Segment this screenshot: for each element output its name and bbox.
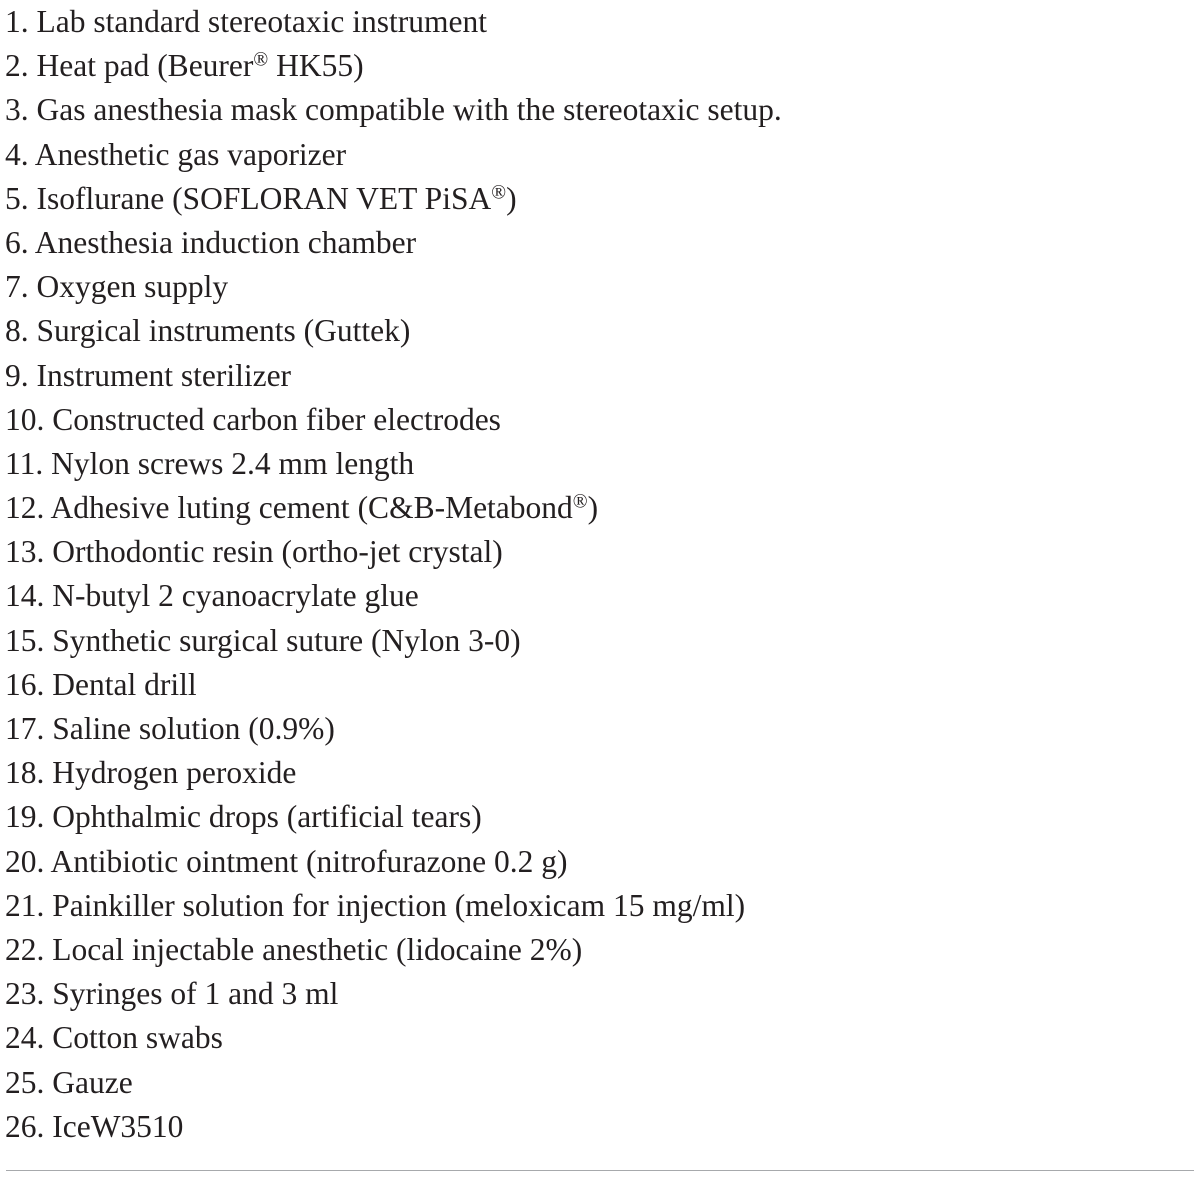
item-number: 10. [5,401,45,437]
item-text [37,48,364,83]
list-item [0,44,1200,88]
item-number: 14. [5,578,45,614]
item-number: 21. [5,887,45,923]
list-item [0,398,1200,442]
item-text: Nylon screws 2.4 mm length [51,445,415,481]
list-item [0,751,1200,795]
list-item [0,884,1200,928]
bottom-rule [6,1170,1194,1171]
item-text-main: Adhesive luting cement (C&B-Metabond [50,490,573,526]
item-number: 9. [5,357,29,393]
list-item [0,486,1200,530]
item-number: 25. [5,1064,45,1100]
item-text: Constructed carbon fiber electrodes [52,401,501,437]
registered-mark: ® [572,491,588,513]
list-item [0,1105,1200,1149]
list-item [0,1016,1200,1060]
list-item [0,619,1200,663]
item-text: Cotton swabs [52,1020,223,1056]
item-text: Local injectable anesthetic (lidocaine 2%) [52,931,583,967]
registered-mark: ® [491,182,507,204]
list-item [0,88,1200,132]
item-text: Orthodontic resin (ortho-jet crystal) [52,534,503,570]
item-text: Synthetic surgical suture (Nylon 3-0) [52,622,521,658]
item-text-after: HK55) [268,48,364,84]
list-item [0,1061,1200,1105]
item-number: 18. [5,755,45,791]
list-item [0,707,1200,751]
item-text: Painkiller solution for injection (meloxicam 15 mg/ml) [52,887,746,923]
item-number: 12. [5,490,45,526]
item-number: 2. [5,48,29,84]
item-number: 19. [5,799,45,835]
item-text: Saline solution (0.9%) [52,711,335,746]
item-number: 7. [5,269,29,305]
item-text: Anesthesia induction chamber [34,224,417,260]
item-number: 26. [5,1108,45,1144]
item-text-after: ) [506,180,517,216]
list-item [0,133,1200,177]
registered-mark: ® [253,49,269,71]
item-text: Dental drill [52,666,197,702]
item-text: Gauze [52,1064,133,1100]
list-item [0,972,1200,1016]
item-number: 17. [5,711,45,746]
item-number: 6. [5,224,29,260]
item-number: 20. [5,843,45,879]
item-number: 15. [5,622,45,658]
item-text: Antibiotic ointment (nitrofurazone 0.2 g) [50,843,568,879]
item-number: 5. [5,180,29,216]
item-text: Surgical instruments (Guttek) [36,313,411,349]
item-text-main: Isoflurane (SOFLORAN VET PiSA [36,180,492,216]
item-number: 16. [5,666,45,702]
item-text: N-butyl 2 cyanoacrylate glue [52,578,419,614]
list-item [0,530,1200,574]
list-item [0,928,1200,972]
list-item [0,442,1200,486]
list-item [0,177,1200,221]
item-number: 11. [5,445,44,481]
item-text: Hydrogen peroxide [52,755,297,791]
item-text-after: ) [587,490,599,526]
item-text: Syringes of 1 and 3 ml [52,976,339,1012]
item-number: 1. [5,4,29,39]
list-item [0,265,1200,309]
item-number: 13. [5,534,45,570]
item-number: 3. [5,92,29,128]
item-text: Instrument sterilizer [36,357,292,393]
list-item [0,0,1200,44]
item-number: 4. [5,136,29,172]
item-text: Oxygen supply [36,269,229,305]
item-text: Lab standard stereotaxic instrument [36,4,487,39]
list-item [0,840,1200,884]
item-text-main: Heat pad (Beurer [36,48,254,84]
item-text [51,490,599,525]
item-number: 24. [5,1020,45,1056]
item-text: Gas anesthesia mask compatible with the stereotaxic setup. [36,92,782,128]
item-text: Ophthalmic drops (artificial tears) [52,799,482,835]
item-number: 23. [5,976,45,1012]
list-item [0,309,1200,353]
list-item [0,574,1200,618]
list-item [0,221,1200,265]
item-number: 8. [5,313,29,349]
list-item [0,795,1200,839]
item-text: Anesthetic gas vaporizer [34,136,347,172]
list-item [0,354,1200,398]
list-item [0,663,1200,707]
item-text: IceW3510 [52,1108,184,1144]
item-number: 22. [5,931,45,967]
item-text [37,181,517,216]
